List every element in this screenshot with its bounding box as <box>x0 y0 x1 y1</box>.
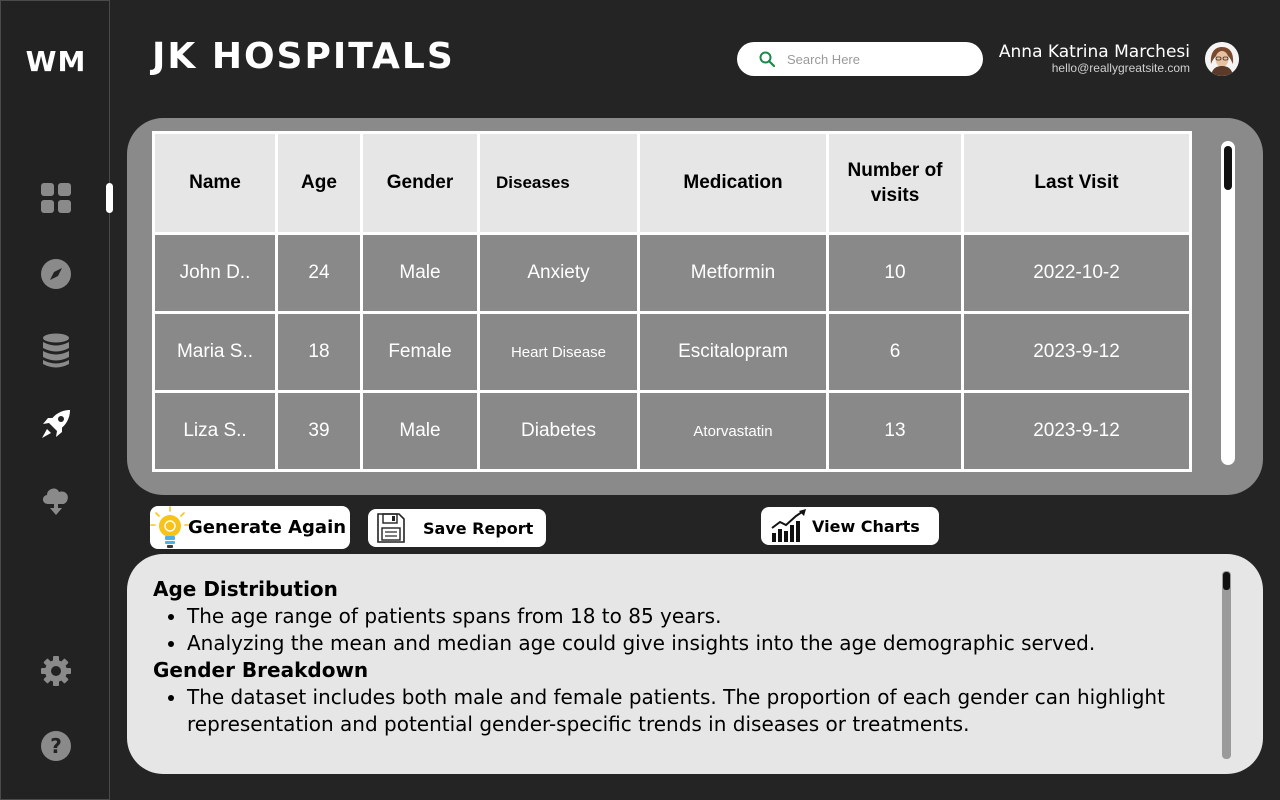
gender-breakdown-heading: Gender Breakdown <box>153 658 369 682</box>
cell-disease: Diabetes <box>479 392 639 471</box>
floppy-disk-icon <box>376 512 406 544</box>
cell-disease: Anxiety <box>479 234 639 313</box>
cell-age: 39 <box>277 392 362 471</box>
cell-name: John D.. <box>154 234 277 313</box>
database-icon[interactable] <box>38 333 74 369</box>
cell-visits: 13 <box>828 392 963 471</box>
user-email: hello@reallygreatsite.com <box>1051 61 1190 75</box>
save-report-label: Save Report <box>423 518 534 538</box>
cell-age: 18 <box>277 313 362 392</box>
list-item: • The dataset includes both male and female patients. The proportion of each gender can highlight representation and potential gender-specific trends in diseases or treatments. <box>187 684 1167 738</box>
column-header-visits[interactable]: Number of visits <box>828 133 963 234</box>
generate-again-button[interactable] <box>150 506 350 549</box>
cell-age: 24 <box>277 234 362 313</box>
insights-panel <box>127 554 1263 774</box>
search-input[interactable] <box>787 52 967 67</box>
list-item: • The age range of patients spans from 18 to 85 years. <box>187 603 1167 630</box>
help-icon[interactable] <box>38 728 74 764</box>
cell-last-visit: 2023-9-12 <box>963 392 1191 471</box>
insights-scrollbar-thumb[interactable] <box>1223 572 1230 590</box>
column-header-last-visit[interactable]: Last Visit <box>963 133 1191 234</box>
column-header-medication[interactable]: Medication <box>639 133 828 234</box>
rocket-icon[interactable] <box>38 406 74 442</box>
app-logo: WM <box>25 45 87 78</box>
cell-medication: Atorvastatin <box>639 392 828 471</box>
column-header-gender[interactable]: Gender <box>362 133 479 234</box>
cell-last-visit: 2022-10-2 <box>963 234 1191 313</box>
search-icon <box>759 51 775 67</box>
cloud-download-icon[interactable] <box>38 481 74 517</box>
list-item: • Analyzing the mean and median age could give insights into the age demographic served. <box>187 630 1167 657</box>
table-row[interactable] <box>154 392 1191 471</box>
dashboard-icon[interactable] <box>38 180 74 216</box>
page-title: JK HOSPITALS <box>152 36 455 77</box>
cell-visits: 6 <box>828 313 963 392</box>
user-name: Anna Katrina Marchesi <box>998 42 1190 62</box>
column-header-diseases[interactable]: Diseases <box>479 133 639 234</box>
sidebar <box>0 0 110 800</box>
gender-breakdown-list <box>153 684 1237 738</box>
patients-table <box>152 131 1192 472</box>
insights-scrollbar[interactable] <box>1222 571 1231 759</box>
age-distribution-list <box>153 603 1237 657</box>
cell-name: Liza S.. <box>154 392 277 471</box>
column-header-age[interactable]: Age <box>277 133 362 234</box>
lightbulb-icon <box>150 506 190 550</box>
search-bar[interactable] <box>737 42 983 76</box>
cell-last-visit: 2023-9-12 <box>963 313 1191 392</box>
cell-visits: 10 <box>828 234 963 313</box>
table-row[interactable] <box>154 313 1191 392</box>
cell-name: Maria S.. <box>154 313 277 392</box>
age-distribution-heading: Age Distribution <box>153 577 338 601</box>
column-header-name[interactable]: Name <box>154 133 277 234</box>
cell-gender: Female <box>362 313 479 392</box>
cell-medication: Metformin <box>639 234 828 313</box>
avatar[interactable] <box>1205 42 1239 76</box>
gear-icon[interactable] <box>38 653 74 689</box>
view-charts-label: View Charts <box>812 516 920 536</box>
cell-gender: Male <box>362 234 479 313</box>
cell-gender: Male <box>362 392 479 471</box>
svg-text:?: ? <box>50 734 62 758</box>
table-row[interactable] <box>154 234 1191 313</box>
view-charts-button[interactable] <box>761 507 939 545</box>
active-nav-indicator <box>106 183 113 213</box>
generate-again-label: Generate Again <box>188 517 347 538</box>
cell-medication: Escitalopram <box>639 313 828 392</box>
table-scrollbar-thumb[interactable] <box>1224 146 1232 190</box>
cell-disease: Heart Disease <box>479 313 639 392</box>
save-report-button[interactable] <box>368 509 546 547</box>
bar-chart-icon <box>770 509 810 543</box>
patients-table-panel <box>127 118 1263 495</box>
table-header-row <box>154 133 1191 234</box>
compass-icon[interactable] <box>38 256 74 292</box>
